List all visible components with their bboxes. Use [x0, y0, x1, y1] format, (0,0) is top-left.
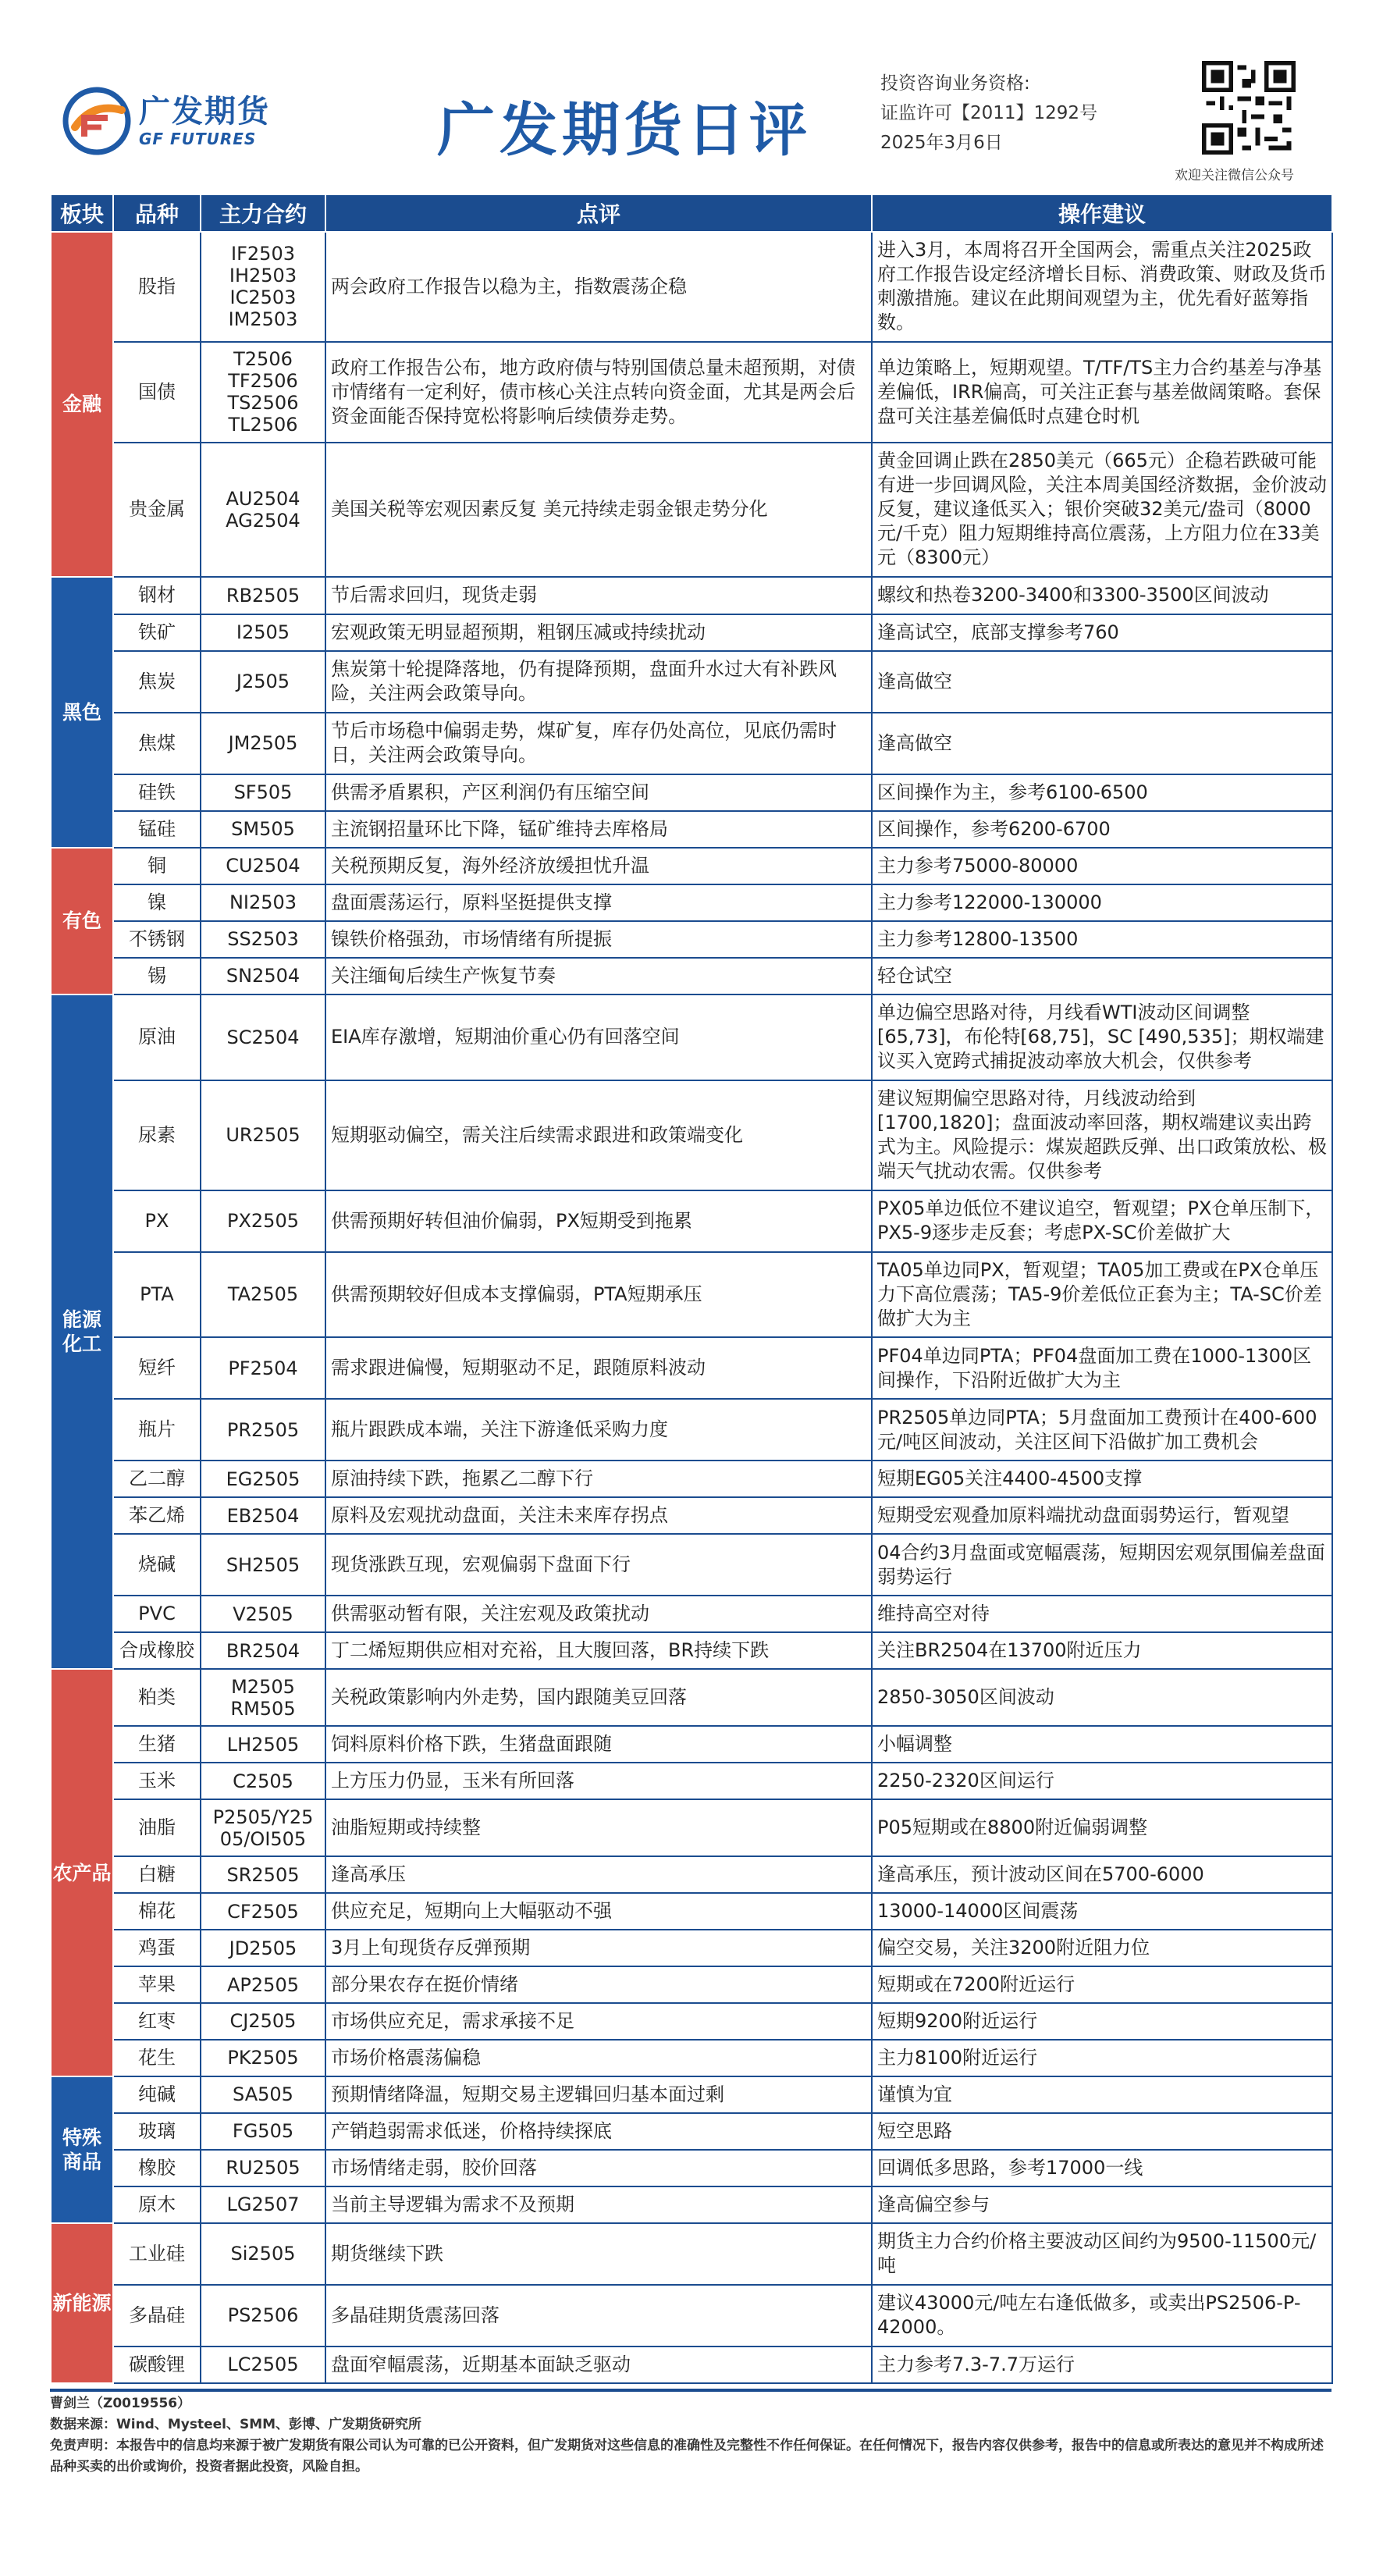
sector-cell: 农产品 — [51, 1669, 113, 2076]
advice-cell: 逢高做空 — [872, 713, 1332, 774]
comment-cell: 瓶片跟跌成本端，关注下游逢低采购力度 — [325, 1399, 872, 1461]
table-row — [51, 994, 1332, 1080]
contract-cell: J2505 — [201, 651, 325, 713]
contract-cell: M2505 RM505 — [201, 1669, 325, 1726]
contract-cell: IF2503 IH2503 IC2503 IM2503 — [201, 232, 325, 342]
comment-cell: 多晶硅期货震荡回落 — [325, 2285, 872, 2347]
contract-cell: PX2505 — [201, 1190, 325, 1252]
advice-cell: 主力参考122000-130000 — [872, 884, 1332, 921]
advice-cell: 谨慎为宜 — [872, 2076, 1332, 2113]
wechat-qr-icon — [1202, 61, 1296, 155]
advice-cell: 轻仓试空 — [872, 958, 1332, 994]
advice-cell: 维持高空对待 — [872, 1596, 1332, 1632]
contract-cell: FG505 — [201, 2113, 325, 2150]
sector-cell: 特殊 商品 — [51, 2076, 113, 2223]
product-cell: 生猪 — [113, 1726, 201, 1763]
qr-caption: 欢迎关注微信公众号 — [1175, 168, 1294, 183]
table-row — [51, 1893, 1332, 1930]
contract-cell: CF2505 — [201, 1893, 325, 1930]
table-row — [51, 1763, 1332, 1799]
report-header — [0, 0, 1383, 187]
product-cell: 油脂 — [113, 1799, 201, 1856]
comment-cell: 镍铁价格强劲，市场情绪有所提振 — [325, 921, 872, 958]
advice-cell: 主力8100附近运行 — [872, 2040, 1332, 2076]
product-cell: 花生 — [113, 2040, 201, 2076]
product-cell: 纯碱 — [113, 2076, 201, 2113]
comment-cell: 产销趋弱需求低迷，价格持续探底 — [325, 2113, 872, 2150]
product-cell: 棉花 — [113, 1893, 201, 1930]
product-cell: 苯乙烯 — [113, 1497, 201, 1534]
product-cell: 短纤 — [113, 1337, 201, 1399]
report-date: 2025年3月6日 — [880, 133, 1003, 153]
table-row — [51, 958, 1332, 994]
comment-cell: 需求跟进偏慢，短期驱动不足，跟随原料波动 — [325, 1337, 872, 1399]
product-cell: 乙二醇 — [113, 1461, 201, 1497]
comment-cell: 供需驱动暂有限，关注宏观及政策扰动 — [325, 1596, 872, 1632]
comment-cell: 盘面震荡运行，原料坚挺提供支撑 — [325, 884, 872, 921]
table-row — [51, 2186, 1332, 2223]
table-row — [51, 2076, 1332, 2113]
table-row — [51, 713, 1332, 774]
product-cell: 硅铁 — [113, 774, 201, 811]
footer-divider — [50, 2389, 1331, 2392]
table-row — [51, 2040, 1332, 2076]
comment-cell: 3月上旬现货存反弹预期 — [325, 1930, 872, 1966]
contract-cell: SS2503 — [201, 921, 325, 958]
logo-en-text: GF FUTURES — [139, 130, 257, 148]
table-row — [51, 1669, 1332, 1726]
table-row — [51, 1399, 1332, 1461]
contract-cell: BR2504 — [201, 1632, 325, 1669]
table-row — [51, 1497, 1332, 1534]
advice-cell: 主力参考7.3-7.7万运行 — [872, 2347, 1332, 2383]
table-row — [51, 774, 1332, 811]
comment-cell: 政府工作报告公布，地方政府债与特别国债总量未超预期，对债市情绪有一定利好，债市核心关注点转向资金面，尤其是两会后资金面能否保持宽松将影响后续债券走势。 — [325, 342, 872, 443]
contract-cell: PF2504 — [201, 1337, 325, 1399]
product-cell: 尿素 — [113, 1080, 201, 1190]
product-cell: 原木 — [113, 2186, 201, 2223]
contract-cell: EB2504 — [201, 1497, 325, 1534]
contract-cell: AU2504 AG2504 — [201, 443, 325, 577]
product-cell: 合成橡胶 — [113, 1632, 201, 1669]
advice-cell: 单边偏空思路对待，月线看WTI波动区间调整[65,73]，布伦特[68,75]，SC [490,535]；期权端建议买入宽跨式捕捉波动率放大机会，仅供参考 — [872, 994, 1332, 1080]
product-cell: 多晶硅 — [113, 2285, 201, 2347]
sector-cell: 金融 — [51, 232, 113, 577]
contract-cell: C2505 — [201, 1763, 325, 1799]
advice-cell: 2250-2320区间运行 — [872, 1763, 1332, 1799]
table-row — [51, 1252, 1332, 1338]
sector-cell: 黑色 — [51, 577, 113, 848]
product-cell: 烧碱 — [113, 1534, 201, 1596]
table-row — [51, 443, 1332, 577]
comment-cell: 原料及宏观扰动盘面，关注未来库存拐点 — [325, 1497, 872, 1534]
table-row — [51, 1966, 1332, 2003]
table-row — [51, 884, 1332, 921]
table-row — [51, 2150, 1332, 2186]
product-cell: PX — [113, 1190, 201, 1252]
product-cell: 国债 — [113, 342, 201, 443]
product-cell: 焦煤 — [113, 713, 201, 774]
comment-cell: 宏观政策无明显超预期，粗钢压减或持续扰动 — [325, 614, 872, 651]
advice-cell: TA05单边同PX，暂观望；TA05加工费或在PX仓单压力下高位震荡；TA5-9价差低位正套为主；TA-SC价差做扩大为主 — [872, 1252, 1332, 1338]
contract-cell: UR2505 — [201, 1080, 325, 1190]
report-footer — [50, 2393, 1330, 2478]
product-cell: 碳酸锂 — [113, 2347, 201, 2383]
report-title: 广发期货日评 — [437, 97, 812, 164]
comment-cell: 油脂短期或持续整 — [325, 1799, 872, 1856]
comment-cell: 两会政府工作报告以稳为主，指数震荡企稳 — [325, 232, 872, 342]
comment-cell: 市场供应充足，需求承接不足 — [325, 2003, 872, 2040]
comment-cell: 关税政策影响内外走势，国内跟随美豆回落 — [325, 1669, 872, 1726]
product-cell: 锰硅 — [113, 811, 201, 848]
qualification-block — [880, 69, 1097, 158]
disclaimer-text: 免责声明：本报告中的信息均来源于被广发期货有限公司认为可靠的已公开资料，但广发期货对这些信息的准确性及完整性不作任何保证。在任何情况下，报告内容仅供参考，报告中的信息或所表达的意见并不构成所述品种买卖的出价或询价，投资者据此投资，风险自担。 — [50, 2438, 1324, 2475]
contract-cell: SC2504 — [201, 994, 325, 1080]
advice-cell: 螺纹和热卷3200-3400和3300-3500区间波动 — [872, 577, 1332, 614]
advice-cell: PF04单边同PTA；PF04盘面加工费在1000-1300区间操作，下沿附近做扩大为主 — [872, 1337, 1332, 1399]
comment-cell: 供需矛盾累积，产区利润仍有压缩空间 — [325, 774, 872, 811]
comment-cell: 当前主导逻辑为需求不及预期 — [325, 2186, 872, 2223]
advice-cell: PR2505单边同PTA；5月盘面加工费预计在400-600元/吨区间波动，关注区间下沿做扩加工费机会 — [872, 1399, 1332, 1461]
comment-cell: 节后需求回归，现货走弱 — [325, 577, 872, 614]
table-row — [51, 921, 1332, 958]
analyst-name: 曹剑兰（Z0019556） — [50, 2396, 191, 2411]
contract-cell: SH2505 — [201, 1534, 325, 1596]
advice-cell: 逢高偏空参与 — [872, 2186, 1332, 2223]
product-cell: 工业硅 — [113, 2223, 201, 2285]
contract-cell: CU2504 — [201, 848, 325, 884]
advice-cell: P05短期或在8800附近偏弱调整 — [872, 1799, 1332, 1856]
contract-cell: EG2505 — [201, 1461, 325, 1497]
product-cell: 苹果 — [113, 1966, 201, 2003]
advice-cell: 建议43000元/吨左右逢低做多，或卖出PS2506-P-42000。 — [872, 2285, 1332, 2347]
advice-cell: 主力参考12800-13500 — [872, 921, 1332, 958]
col-header-comment: 点评 — [325, 194, 872, 232]
contract-cell: CJ2505 — [201, 2003, 325, 2040]
advice-cell: 2850-3050区间波动 — [872, 1669, 1332, 1726]
col-header-product: 品种 — [113, 194, 201, 232]
product-cell: 原油 — [113, 994, 201, 1080]
product-cell: PVC — [113, 1596, 201, 1632]
advice-cell: 单边策略上，短期观望。T/TF/TS主力合约基差与净基差偏低，IRR偏高，可关注正套与基差做阔策略。套保盘可关注基差偏低时点建仓时机 — [872, 342, 1332, 443]
product-cell: 钢材 — [113, 577, 201, 614]
advice-cell: 短期受宏观叠加原料端扰动盘面弱势运行，暂观望 — [872, 1497, 1332, 1534]
product-cell: 焦炭 — [113, 651, 201, 713]
table-row — [51, 848, 1332, 884]
product-cell: 红枣 — [113, 2003, 201, 2040]
table-row — [51, 2347, 1332, 2383]
sector-cell: 新能源 — [51, 2223, 113, 2383]
table-row — [51, 651, 1332, 713]
contract-cell: SA505 — [201, 2076, 325, 2113]
advice-cell: 短期或在7200附近运行 — [872, 1966, 1332, 2003]
advice-cell: 黄金回调止跌在2850美元（665元）企稳若跌破可能有进一步回调风险，关注本周美国经济数据，金价波动反复，建议逢低买入；银价突破32美元/盎司（8000元/千克）阻力短期维持高位震荡，上方阻力位在33美元（8300元） — [872, 443, 1332, 577]
table-row — [51, 614, 1332, 651]
comment-cell: 主流钢招量环比下降，锰矿维持去库格局 — [325, 811, 872, 848]
comment-cell: 上方压力仍显，玉米有所回落 — [325, 1763, 872, 1799]
contract-cell: JD2505 — [201, 1930, 325, 1966]
comment-cell: 部分果农存在挺价情绪 — [325, 1966, 872, 2003]
table-row — [51, 1632, 1332, 1669]
product-cell: 不锈钢 — [113, 921, 201, 958]
advice-cell: 回调低多思路，参考17000一线 — [872, 2150, 1332, 2186]
product-cell: 铜 — [113, 848, 201, 884]
table-row — [51, 1596, 1332, 1632]
comment-cell: 市场价格震荡偏稳 — [325, 2040, 872, 2076]
table-row — [51, 1461, 1332, 1497]
advice-cell: 短期EG05关注4400-4500支撑 — [872, 1461, 1332, 1497]
contract-cell: T2506 TF2506 TS2506 TL2506 — [201, 342, 325, 443]
comment-cell: 供需预期较好但成本支撑偏弱，PTA短期承压 — [325, 1252, 872, 1338]
advice-cell: 偏空交易，关注3200附近阻力位 — [872, 1930, 1332, 1966]
sector-cell: 有色 — [51, 848, 113, 994]
brand-logo — [61, 86, 270, 156]
contract-cell: RU2505 — [201, 2150, 325, 2186]
comment-cell: 短期驱动偏空，需关注后续需求跟进和政策端变化 — [325, 1080, 872, 1190]
comment-cell: 焦炭第十轮提降落地，仍有提降预期，盘面升水过大有补跌风险，关注两会政策导向。 — [325, 651, 872, 713]
contract-cell: Si2505 — [201, 2223, 325, 2285]
product-cell: 橡胶 — [113, 2150, 201, 2186]
table-row — [51, 2223, 1332, 2285]
product-cell: 镍 — [113, 884, 201, 921]
product-cell: PTA — [113, 1252, 201, 1338]
product-cell: 玉米 — [113, 1763, 201, 1799]
advice-cell: 关注BR2504在13700附近压力 — [872, 1632, 1332, 1669]
contract-cell: NI2503 — [201, 884, 325, 921]
contract-cell: PS2506 — [201, 2285, 325, 2347]
col-header-advice: 操作建议 — [872, 194, 1332, 232]
product-cell: 铁矿 — [113, 614, 201, 651]
daily-review-table — [50, 194, 1331, 2387]
contract-cell: P2505/Y25 05/OI505 — [201, 1799, 325, 1856]
table-row — [51, 1726, 1332, 1763]
contract-cell: JM2505 — [201, 713, 325, 774]
table-row — [51, 342, 1332, 443]
contract-cell: SM505 — [201, 811, 325, 848]
contract-cell: V2505 — [201, 1596, 325, 1632]
table-row — [51, 1930, 1332, 1966]
advice-cell: 小幅调整 — [872, 1726, 1332, 1763]
contract-cell: SR2505 — [201, 1856, 325, 1893]
comment-cell: 关税预期反复，海外经济放缓担忧升温 — [325, 848, 872, 884]
advice-cell: 主力参考75000-80000 — [872, 848, 1332, 884]
comment-cell: 预期情绪降温，短期交易主逻辑回归基本面过剩 — [325, 2076, 872, 2113]
table-row — [51, 2003, 1332, 2040]
contract-cell: LG2507 — [201, 2186, 325, 2223]
contract-cell: RB2505 — [201, 577, 325, 614]
advice-cell: 进入3月，本周将召开全国两会，需重点关注2025政府工作报告设定经济增长目标、消费政策、财政及货币刺激措施。建议在此期间观望为主，优先看好蓝筹指数。 — [872, 232, 1332, 342]
qualification-line1: 投资咨询业务资格: — [880, 73, 1030, 94]
gf-logo-icon — [61, 87, 133, 155]
advice-cell: 短空思路 — [872, 2113, 1332, 2150]
comment-cell: 供应充足，短期向上大幅驱动不强 — [325, 1893, 872, 1930]
comment-cell: 美国关税等宏观因素反复 美元持续走弱金银走势分化 — [325, 443, 872, 577]
advice-cell: PX05单边低位不建议追空，暂观望；PX仓单压制下，PX5-9逐步走反套；考虑PX-SC价差做扩大 — [872, 1190, 1332, 1252]
comment-cell: 现货涨跌互现，宏观偏弱下盘面下行 — [325, 1534, 872, 1596]
table-row — [51, 1799, 1332, 1856]
table-row — [51, 1856, 1332, 1893]
table-row — [51, 577, 1332, 614]
advice-cell: 区间操作，参考6200-6700 — [872, 811, 1332, 848]
table-row — [51, 1337, 1332, 1399]
advice-cell: 建议短期偏空思路对待，月线波动给到[1700,1820]；盘面波动率回落，期权端建议卖出跨式为主。风险提示：煤炭超跌反弹、出口政策放松、极端天气扰动农需。仅供参考 — [872, 1080, 1332, 1190]
advice-cell: 逢高做空 — [872, 651, 1332, 713]
contract-cell: SF505 — [201, 774, 325, 811]
contract-cell: LC2505 — [201, 2347, 325, 2383]
comment-cell: 节后市场稳中偏弱走势，煤矿复，库存仍处高位，见底仍需时日，关注两会政策导向。 — [325, 713, 872, 774]
advice-cell: 逢高承压，预计波动区间在5700-6000 — [872, 1856, 1332, 1893]
table-row — [51, 1534, 1332, 1596]
advice-cell: 逢高试空，底部支撑参考760 — [872, 614, 1332, 651]
sector-cell: 能源 化工 — [51, 994, 113, 1670]
contract-cell: PK2505 — [201, 2040, 325, 2076]
comment-cell: 饲料原料价格下跌，生猪盘面跟随 — [325, 1726, 872, 1763]
comment-cell: 关注缅甸后续生产恢复节奏 — [325, 958, 872, 994]
logo-cn-text: 广发期货 — [139, 94, 270, 130]
advice-cell: 区间操作为主，参考6100-6500 — [872, 774, 1332, 811]
product-cell: 贵金属 — [113, 443, 201, 577]
product-cell: 白糖 — [113, 1856, 201, 1893]
advice-cell: 04合约3月盘面或宽幅震荡，短期因宏观氛围偏差盘面弱势运行 — [872, 1534, 1332, 1596]
comment-cell: EIA库存激增，短期油价重心仍有回落空间 — [325, 994, 872, 1080]
contract-cell: SN2504 — [201, 958, 325, 994]
contract-cell: PR2505 — [201, 1399, 325, 1461]
table-row — [51, 2285, 1332, 2347]
contract-cell: TA2505 — [201, 1252, 325, 1338]
comment-cell: 市场情绪走弱，胶价回落 — [325, 2150, 872, 2186]
product-cell: 粕类 — [113, 1669, 201, 1726]
contract-cell: LH2505 — [201, 1726, 325, 1763]
table-row — [51, 2113, 1332, 2150]
comment-cell: 期货继续下跌 — [325, 2223, 872, 2285]
contract-cell: AP2505 — [201, 1966, 325, 2003]
table-row — [51, 1080, 1332, 1190]
advice-cell: 13000-14000区间震荡 — [872, 1893, 1332, 1930]
comment-cell: 丁二烯短期供应相对充裕，且大腹回落，BR持续下跌 — [325, 1632, 872, 1669]
product-cell: 鸡蛋 — [113, 1930, 201, 1966]
product-cell: 瓶片 — [113, 1399, 201, 1461]
advice-cell: 短期9200附近运行 — [872, 2003, 1332, 2040]
contract-cell: I2505 — [201, 614, 325, 651]
comment-cell: 逢高承压 — [325, 1856, 872, 1893]
qualification-line2: 证监许可【2011】1292号 — [880, 103, 1098, 123]
table-row — [51, 1190, 1332, 1252]
product-cell: 玻璃 — [113, 2113, 201, 2150]
col-header-sector: 板块 — [51, 194, 113, 232]
product-cell: 股指 — [113, 232, 201, 342]
table-header-row — [51, 194, 1332, 232]
col-header-contract: 主力合约 — [201, 194, 325, 232]
data-source: 数据来源：Wind、Mysteel、SMM、彭博、广发期货研究所 — [50, 2417, 422, 2432]
table-row — [51, 232, 1332, 342]
product-cell: 锡 — [113, 958, 201, 994]
comment-cell: 原油持续下跌，拖累乙二醇下行 — [325, 1461, 872, 1497]
table-row — [51, 811, 1332, 848]
comment-cell: 盘面窄幅震荡，近期基本面缺乏驱动 — [325, 2347, 872, 2383]
advice-cell: 期货主力合约价格主要波动区间约为9500-11500元/吨 — [872, 2223, 1332, 2285]
comment-cell: 供需预期好转但油价偏弱，PX短期受到拖累 — [325, 1190, 872, 1252]
